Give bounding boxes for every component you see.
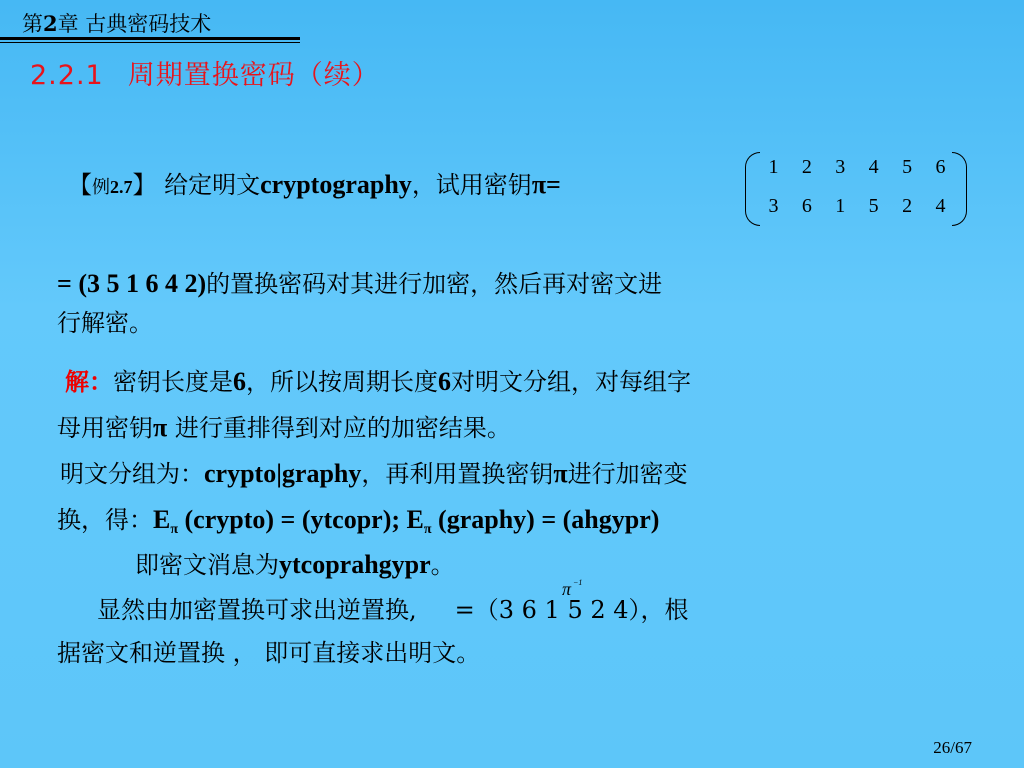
solution-pi: π	[553, 459, 568, 488]
solution-text: 据密文和逆置换 ， 即可直接求出明文。	[57, 639, 481, 667]
solution-value: 6	[438, 367, 451, 396]
solution-line-7	[57, 628, 957, 678]
solution-value: 6	[233, 367, 246, 396]
solution-text: 明文分组为：	[60, 460, 204, 488]
example-bracket-open: 【	[68, 171, 92, 199]
encrypt-symbol: E	[153, 505, 171, 534]
solution-text: 对明文分组，对每组字	[451, 368, 691, 396]
example-plaintext: cryptography	[260, 170, 412, 199]
section-number: 2.2.1	[30, 60, 104, 91]
encrypt-subscript: π	[423, 522, 432, 537]
chapter-number: 2	[43, 11, 58, 36]
example-pi-equals: π=	[531, 170, 561, 199]
example-label: 例	[92, 177, 110, 198]
solution-text: 母用密钥	[57, 414, 153, 442]
example-text-given: 给定明文	[164, 171, 261, 199]
encrypt-symbol: E	[406, 505, 424, 534]
plaintext-groups: crypto|graphy	[204, 459, 362, 488]
matrix-cell: 6	[935, 156, 946, 178]
solution-text: 显然由加密置换可求出逆置换,	[97, 596, 417, 624]
pi-inverse-symbol	[562, 578, 582, 600]
example-bracket-close: 】	[132, 171, 157, 199]
page-number: 26/67	[933, 738, 972, 757]
example-line-3-text: 行解密。	[57, 309, 153, 337]
header-divider-thick	[0, 37, 300, 40]
matrix-cell: 2	[801, 156, 812, 178]
matrix-cell: 3	[768, 195, 779, 217]
matrix-row-2	[757, 195, 957, 218]
matrix-cell: 4	[935, 195, 946, 217]
matrix-cell: 1	[768, 156, 779, 178]
solution-text: 即密文消息为	[135, 551, 279, 579]
solution-text: 。	[430, 551, 455, 579]
matrix-cell: 4	[868, 156, 879, 178]
matrix-cell: 5	[868, 195, 879, 217]
chapter-prefix: 第	[22, 12, 43, 36]
matrix-cell: 1	[835, 195, 846, 217]
inverse-permutation: =（3 6 1 5 2 4），根	[454, 596, 689, 624]
pi-symbol: π	[562, 579, 572, 599]
solution-text: 进行加密变	[567, 460, 688, 488]
example-text-key: ，试用密钥	[411, 171, 532, 199]
solution-text: ，所以按周期长度	[246, 368, 438, 396]
example-number: 2.7	[110, 177, 133, 197]
ciphertext: ytcoprahgypr	[279, 550, 431, 579]
solution-label: 解：	[65, 367, 113, 396]
permutation-cycle: = (3 5 1 6 4 2)	[57, 269, 207, 298]
header-divider-thin	[0, 42, 300, 43]
section-heading	[30, 53, 380, 92]
chapter-title: 章 古典密码技术	[57, 12, 212, 36]
matrix-cell: 2	[902, 195, 913, 217]
solution-text: 进行重排得到对应的加密结果。	[167, 414, 511, 442]
chapter-heading	[22, 8, 211, 38]
pi-inverse-exponent: −1	[573, 578, 583, 587]
solution-pi: π	[153, 413, 168, 442]
matrix-cell: 6	[801, 195, 812, 217]
encryption-result-1: (crypto) = (ytcopr);	[178, 505, 407, 534]
matrix-cell: 3	[835, 156, 846, 178]
example-line-3	[57, 298, 957, 348]
solution-line-1	[65, 357, 965, 407]
encrypt-subscript: π	[170, 522, 179, 537]
solution-line-2	[57, 403, 957, 453]
matrix-cell: 5	[902, 156, 913, 178]
solution-text: 换，得：	[57, 506, 153, 534]
encryption-result-2: (graphy) = (ahgypr)	[431, 505, 660, 534]
solution-text: ，再利用置换密钥	[361, 460, 554, 488]
permutation-matrix	[745, 150, 967, 226]
solution-line-3	[60, 449, 960, 499]
matrix-row-1	[757, 156, 957, 179]
example-line-2-text: 的置换密码对其进行加密，然后再对密文进	[206, 270, 663, 298]
solution-text: 密钥长度是	[113, 368, 233, 396]
section-title: 周期置换密码（续）	[127, 60, 380, 91]
